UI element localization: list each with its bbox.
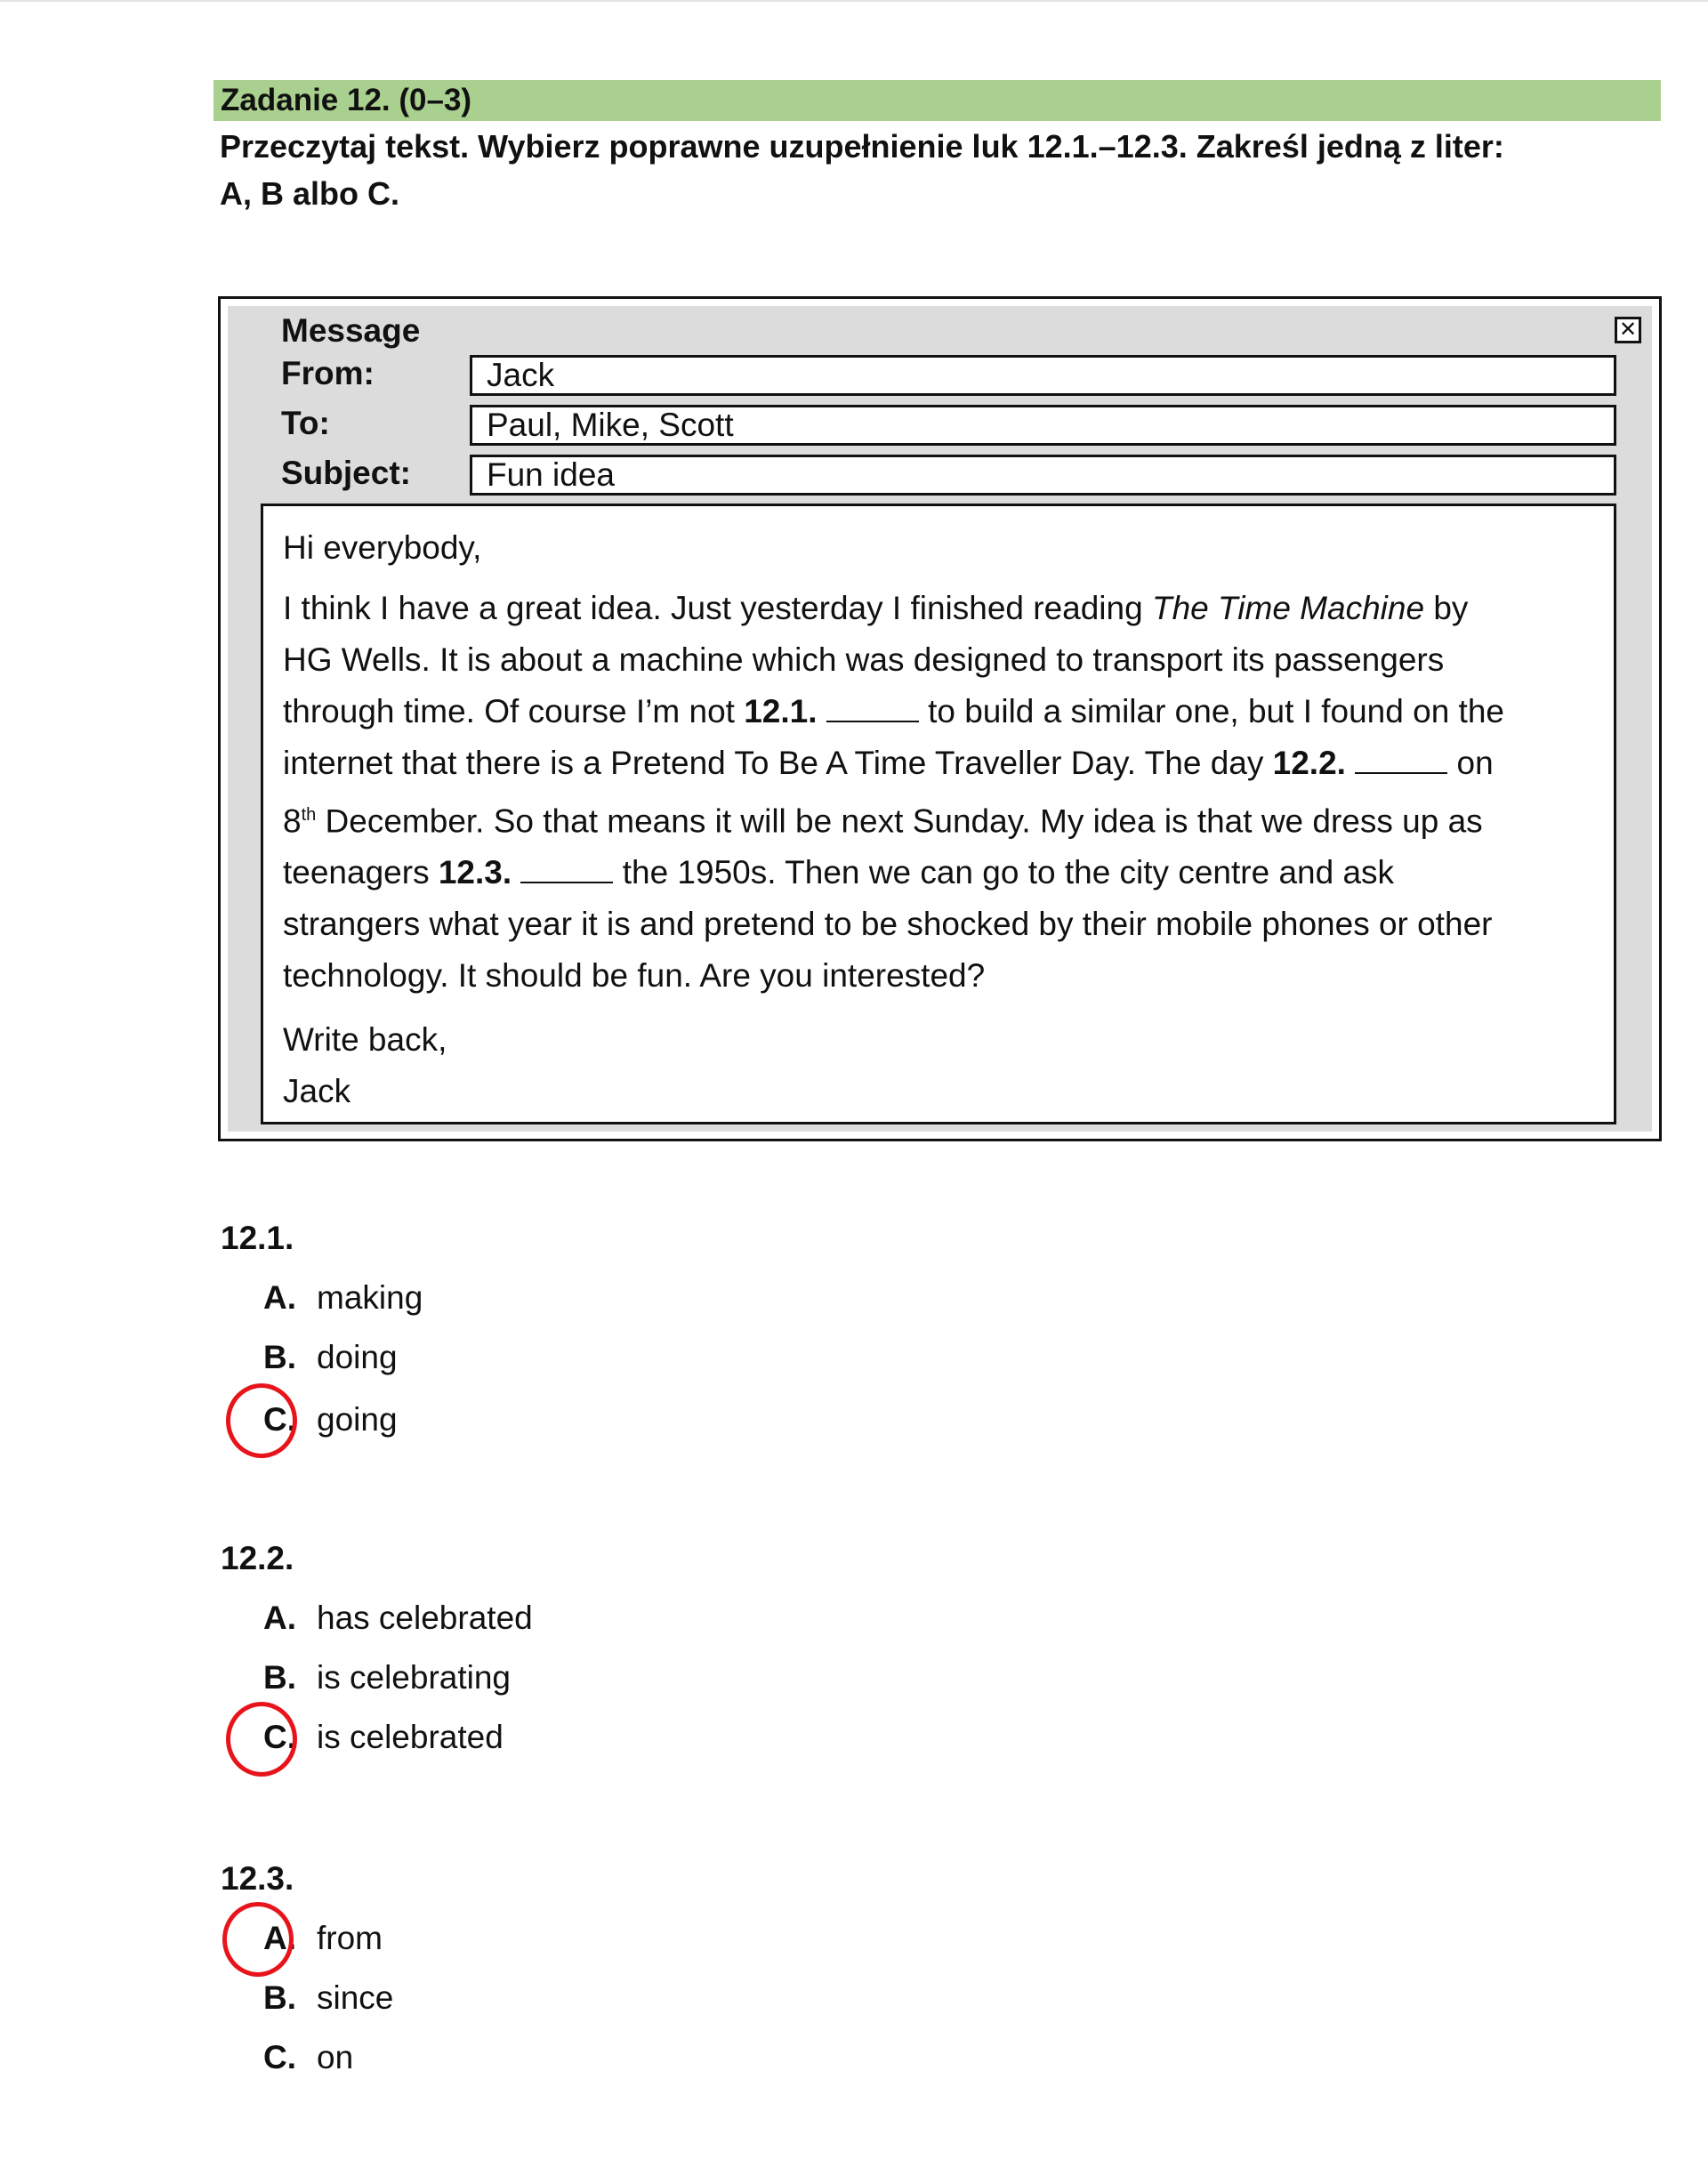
option-letter: B. <box>263 1659 296 1696</box>
gap-blank-12-3 <box>520 858 613 883</box>
option-12-1-b[interactable] <box>263 1338 398 1377</box>
option-12-2-a[interactable] <box>263 1599 533 1638</box>
body-text: through time. Of course I’m not <box>283 693 745 729</box>
option-letter: B. <box>263 1979 296 2016</box>
body-text: the 1950s. Then we can go to the city centre and ask <box>613 854 1395 891</box>
body-text: strangers what year it is and pretend to be shocked by their mobile phones or other <box>283 906 1493 943</box>
body-text: internet that there is a Pretend To Be A Time Traveller Day. The day <box>283 745 1273 781</box>
message-body[interactable] <box>261 504 1616 1124</box>
body-text: December. So that means it will be next Sunday. My idea is that we dress up as <box>316 802 1483 840</box>
greeting: Hi everybody, <box>283 529 482 566</box>
option-12-3-a[interactable] <box>263 1919 383 1958</box>
closing: Write back, <box>283 1021 447 1059</box>
subject-field[interactable]: Fun idea <box>470 455 1616 496</box>
book-title: The Time Machine <box>1151 590 1425 626</box>
option-text: is celebrated <box>317 1719 504 1755</box>
option-12-2-c[interactable] <box>263 1718 504 1757</box>
body-text: I think I have a great idea. Just yesterday I finished reading <box>283 590 1152 626</box>
option-text: going <box>317 1401 398 1438</box>
option-12-3-b[interactable] <box>263 1979 393 2018</box>
signature: Jack <box>283 1073 351 1110</box>
option-12-1-a[interactable] <box>263 1278 423 1318</box>
instruction-line-2: A, B albo C. <box>220 175 400 212</box>
option-letter: A. <box>263 1920 296 1956</box>
body-text: by <box>1424 590 1469 626</box>
from-field[interactable]: Jack <box>470 355 1616 396</box>
message-window <box>218 296 1662 1141</box>
body-text: teenagers <box>283 854 439 891</box>
from-label: From: <box>281 355 375 391</box>
instruction-line-1: Przeczytaj tekst. Wybierz poprawne uzupełnienie luk 12.1.–12.3. Zakreśl jedną z liter: <box>220 128 1504 165</box>
option-letter: C. <box>263 1719 296 1755</box>
option-text: is celebrating <box>317 1659 512 1696</box>
gap-label-12-1: 12.1. <box>744 693 818 729</box>
option-letter: B. <box>263 1339 296 1375</box>
option-text: from <box>317 1920 383 1956</box>
option-letter: A. <box>263 1279 296 1316</box>
option-12-1-c[interactable] <box>263 1400 398 1439</box>
option-text: has celebrated <box>317 1600 533 1636</box>
body-text: 8 <box>283 802 302 840</box>
option-letter: C. <box>263 2039 296 2075</box>
ordinal-suffix: th <box>301 805 317 825</box>
option-text: making <box>317 1279 423 1316</box>
task-header: Zadanie 12. (0–3) <box>214 80 1661 121</box>
message-title: Message <box>281 312 421 349</box>
to-field[interactable]: Paul, Mike, Scott <box>470 405 1616 446</box>
body-text: to build a similar one, but I found on the <box>918 693 1504 729</box>
question-number-12-2: 12.2. <box>221 1540 294 1576</box>
option-12-3-c[interactable] <box>263 2038 353 2077</box>
gap-blank-12-2 <box>1355 749 1447 774</box>
gap-blank-12-1 <box>826 697 919 722</box>
gap-label-12-3: 12.3. <box>438 854 512 891</box>
option-letter: C. <box>263 1401 296 1438</box>
subject-label: Subject: <box>281 455 411 491</box>
option-text: since <box>317 1979 394 2016</box>
message-paragraph <box>283 583 1599 1002</box>
message-text <box>283 522 1599 1117</box>
question-number-12-3: 12.3. <box>221 1860 294 1897</box>
option-12-2-b[interactable] <box>263 1658 511 1697</box>
task-instruction <box>220 123 1688 217</box>
page-top-rule <box>0 0 1708 2</box>
body-text: technology. It should be fun. Are you interested? <box>283 957 986 995</box>
option-letter: A. <box>263 1600 296 1636</box>
body-text: on <box>1447 745 1494 781</box>
option-text: doing <box>317 1339 398 1375</box>
option-text: on <box>317 2039 354 2075</box>
message-window-chrome <box>228 306 1652 1132</box>
body-text: HG Wells. It is about a machine which was designed to transport its passengers <box>283 641 1445 678</box>
question-number-12-1: 12.1. <box>221 1220 294 1256</box>
close-icon[interactable]: ✕ <box>1615 317 1641 343</box>
gap-label-12-2: 12.2. <box>1272 745 1346 781</box>
to-label: To: <box>281 405 330 441</box>
